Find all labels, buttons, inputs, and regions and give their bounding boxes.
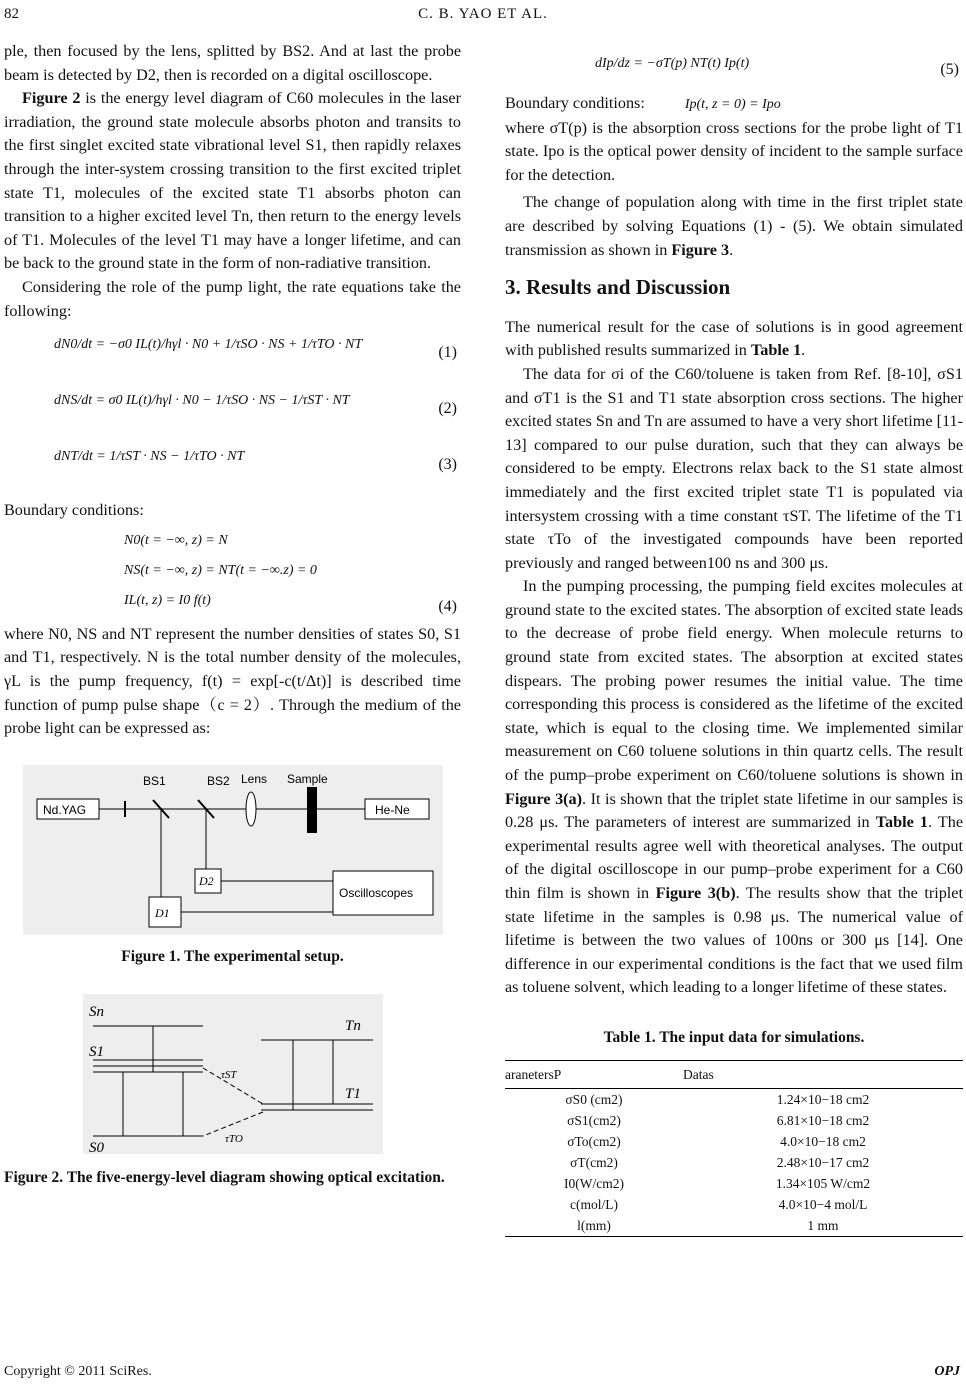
table-ref: Table 1 — [750, 341, 802, 360]
tau-st-label: τST — [220, 1069, 237, 1082]
figure-ref: Figure 3(b) — [655, 884, 736, 902]
paragraph: Considering the role of the pump light, the rate equations take the following: — [4, 277, 461, 320]
table-cell: I0(W/cm2) — [564, 1176, 624, 1192]
table-cell: 4.0×10−18 cm2 — [780, 1134, 866, 1150]
experimental-setup-figure — [23, 765, 443, 935]
paragraph: The change of population along with time in the first triplet state are described by solving Equations (1) - (5). We obtain simulated transmission as shown in Figure 3. — [505, 193, 963, 259]
paragraph: ple, then focused by the lens, splitted by BS2. And at last the probe beam is detected by D2, then is recorded on a digital oscilloscope. — [4, 42, 461, 84]
equation-2 — [4, 383, 461, 439]
left-column — [4, 40, 461, 1190]
paragraph: Figure 2 is the energy level diagram of C60 molecules in the laser irradiation, the ground state molecule absorbs photon and transits to the first singlet excited state vibrational level S1, then rapidly relaxes through the inter-system crossing transition to the first excited triplet state T1, molecules of the excited state T1 absorbs photon can transition to a higher excited level Tn, then return to the energy levels of T1. Molecules of the level T1 may have a longer lifetime, and can be back to the ground state in the form of non-radiative transition. — [4, 89, 461, 273]
equation-number: (3) — [438, 456, 457, 474]
table-cell: 1.34×105 W/cm2 — [775, 1176, 871, 1192]
boundary-eq: NS(t = −∞, z) = NT(t = −∞.z) = 0 — [124, 562, 317, 578]
table-cell: 2.48×10−17 cm2 — [776, 1155, 870, 1171]
table-row — [505, 1194, 963, 1215]
section-heading: 3. Results and Discussion — [505, 275, 731, 300]
table-row — [505, 1173, 963, 1194]
table-cell: 1.24×10−18 cm2 — [776, 1092, 870, 1108]
boundary-eq: N0(t = −∞, z) = N — [124, 532, 228, 548]
t1-label: T1 — [344, 1086, 361, 1103]
equation-body: dNT/dt = 1/τST · NS − 1/τTO · NT — [54, 449, 245, 465]
sample-shape — [307, 787, 317, 833]
boundary-eq: Ip(t, z = 0) = Ipo — [684, 97, 781, 112]
boundary-line: Boundary conditions: Ip(t, z = 0) = Ipo — [505, 94, 781, 112]
figure-ref: Figure 3 — [671, 240, 730, 259]
bs2-label: BS2 — [206, 773, 230, 788]
tau-to-label: τTO — [224, 1133, 243, 1146]
boundary-eq: IL(t, z) = I0 f(t) — [124, 592, 211, 608]
equation-3 — [4, 439, 461, 495]
nd-yag-label: Nd.YAG — [42, 802, 86, 817]
sample-label: Sample — [286, 771, 328, 786]
paragraph: where σT(p) is the absorption cross sections for the probe light of T1 state. Ipo is the optical power density of incident to the sample surface for the detection. — [505, 118, 963, 184]
oscilloscope-label: Oscilloscopes — [338, 885, 413, 900]
lens-label: Lens — [240, 771, 267, 786]
data-table — [505, 1060, 963, 1238]
tn-label: Tn — [344, 1018, 361, 1035]
equation-4 — [4, 589, 461, 623]
table-ref: Table 1 — [875, 813, 928, 832]
equation-body: dIp/dz = −σT(p) NT(t) Ip(t) — [595, 56, 750, 71]
table-header: Datas — [683, 1060, 963, 1089]
table-caption: Table 1. The input data for simulations. — [603, 1028, 865, 1046]
table-header: aranetersP — [505, 1060, 683, 1089]
equation-body: dNS/dt = σ0 IL(t)/hγl · N0 − 1/τSO · NS − 1/τST · NT — [54, 393, 350, 409]
he-ne-label: He-Ne — [374, 802, 410, 817]
lens-shape — [246, 792, 256, 826]
right-column — [505, 40, 963, 1237]
page-number: 82 — [4, 6, 19, 22]
figure-ref: Figure 2 — [22, 89, 81, 108]
paragraph: The data for σi of the C60/toluene is taken from Ref. [8-10], σS1 and σT1 is the S1 and T1 state absorption cross sections. The higher excited states Sn and Tn are assumed to have a very short lifetime [11-13] compared to our pulse duration, such that they can always be considered to be empty. Electrons relax back to the S1 state almost immediately and the first excited triplet state T1 is populated via intersystem crossing with a time constant τST. The lifetime of the T1 state τTo of the investigated compounds have been reported previously and ranged between100 ns and 300 μs. — [505, 364, 963, 572]
equation-body: dN0/dt = −σ0 IL(t)/hγl · N0 + 1/τSO · NS + 1/τTO · NT — [54, 337, 363, 353]
d1-label: D1 — [154, 905, 170, 920]
paragraph: The numerical result for the case of solutions is in good agreement with published results summarized in Table 1. — [505, 317, 963, 360]
paragraph: where N0, NS and NT represent the number densities of states S0, S1 and T1, respectively. N is the total number density of the molecules, γL is the pump frequency, f(t) = exp[-c(t/Δt)] is described time function of pump pulse shape（c = 2）. Through the medium of the probe light can be expressed as: — [4, 624, 461, 738]
table-cell: 4.0×10−4 mol/L — [778, 1197, 868, 1213]
paragraph: In the pumping processing, the pumping field excites molecules at ground state to the excited states. The absorption of excited state leads to the decrease of probe field energy. When molecule returns to ground state from excited states. The absorption at excited states dispears. The probing power resumes the initial value. The time corresponding this process is considered as the lifetime of the excited state, which is equal to the closing time. We implemented similar measurement on C60 toluene solutions in thin quartz cells. The result of the pump–probe experiment on C60/toluene solutions is shown in Figure 3(a). It is shown that the triplet state lifetime in our samples is 0.28 μs. The parameters of interest are summarized in Table 1. The experimental results agree well with theoretical analyses. The output of the digital oscilloscope in our pump–probe experiment for a C60 thin film is shown in Figure 3(b). The results show that the triplet state lifetime in the samples is 0.98 μs. The numerical value of lifetime is between the two values of 100ns or 300 μs [14]. One difference in our experimental conditions is the fact that we used film as toluene solvent, which leading to a longer lifetime of these states. — [505, 577, 964, 997]
equation-number: (2) — [438, 400, 457, 418]
energy-level-figure — [83, 994, 383, 1154]
table-row — [505, 1215, 963, 1237]
copyright-footer: Copyright © 2011 SciRes. — [4, 1364, 152, 1379]
figure-2-caption: Figure 2. The five-energy-level diagram showing optical excitation. — [4, 1169, 445, 1187]
table-cell: σS1(cm2) — [567, 1113, 621, 1129]
table-cell: 6.81×10−18 cm2 — [776, 1113, 870, 1129]
table-cell: 1 mm — [683, 1215, 963, 1237]
bs1-label: BS1 — [142, 773, 166, 788]
equation-number: (5) — [940, 61, 959, 78]
journal-footer: OPJ — [934, 1364, 960, 1379]
figure-ref: Figure 3(a) — [505, 789, 583, 808]
sn-label: Sn — [88, 1004, 104, 1021]
figure-1-caption: Figure 1. The experimental setup. — [121, 947, 344, 965]
s1-label: S1 — [88, 1044, 104, 1061]
table-cell: σT(cm2) — [570, 1155, 618, 1171]
equation-number: (1) — [438, 344, 457, 362]
running-header: C. B. YAO ET AL. — [418, 6, 548, 22]
table-row — [505, 1089, 963, 1111]
table-cell: σTo(cm2) — [567, 1134, 621, 1150]
equation-1 — [4, 327, 461, 383]
table-row — [505, 1152, 963, 1173]
table-row — [505, 1110, 963, 1131]
s0-label: S0 — [88, 1140, 104, 1155]
table-header-row — [505, 1060, 963, 1089]
table-cell: c(mol/L) — [570, 1197, 618, 1213]
table-row — [505, 1131, 963, 1152]
equation-number: (4) — [438, 597, 457, 615]
equation-5 — [505, 40, 963, 92]
d2-label: D2 — [198, 873, 214, 888]
table-cell: σS0 (cm2) — [565, 1092, 623, 1108]
table-cell: l(mm) — [505, 1215, 683, 1237]
boundary-label: Boundary conditions: — [4, 501, 144, 520]
